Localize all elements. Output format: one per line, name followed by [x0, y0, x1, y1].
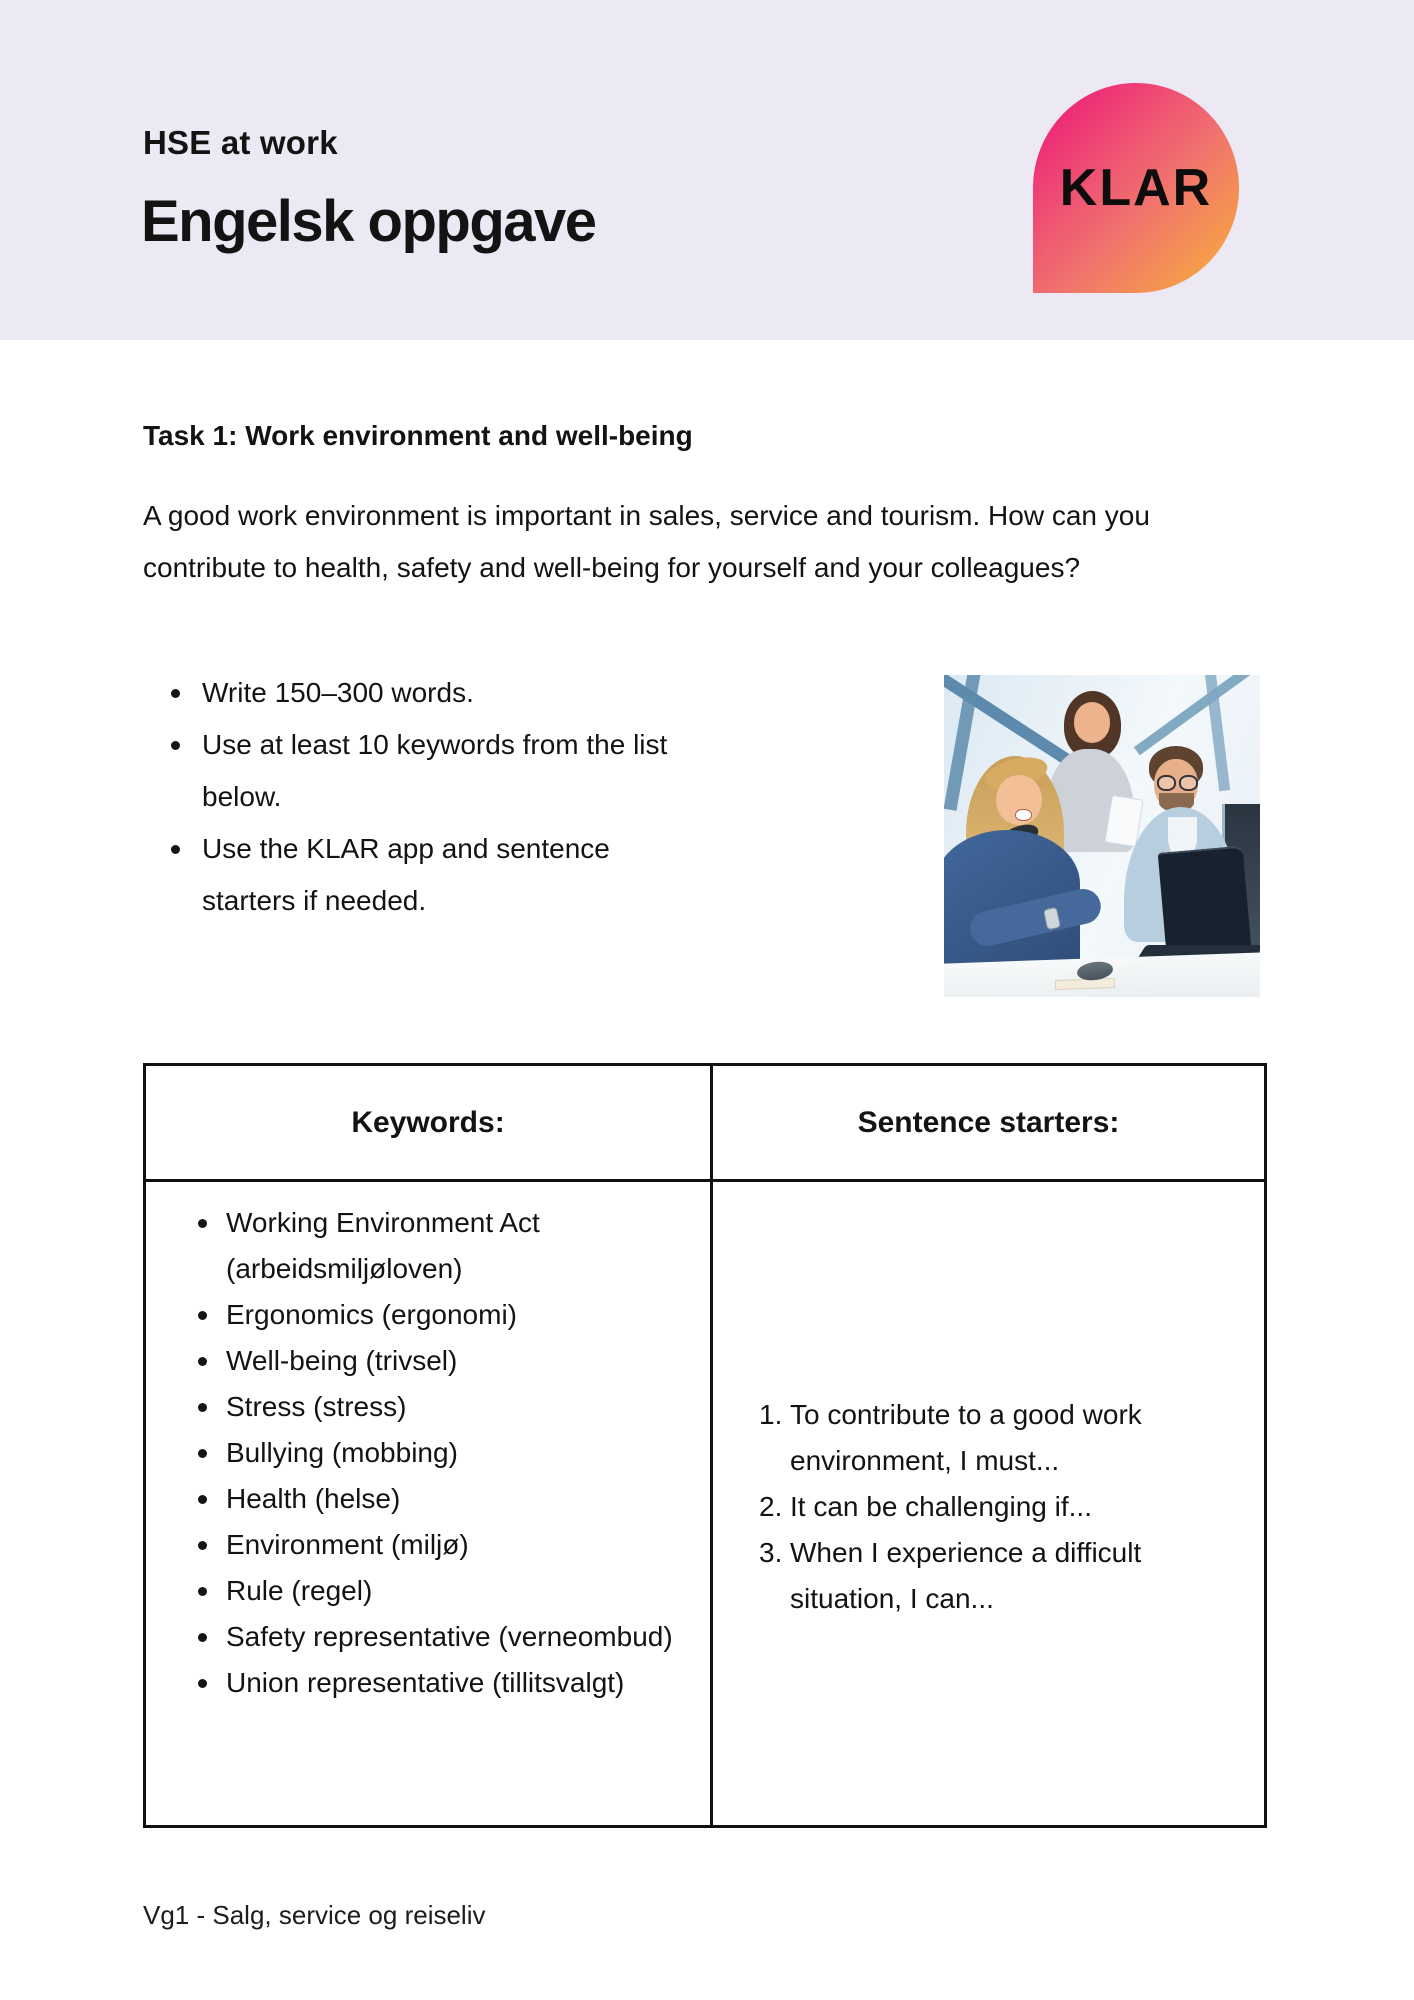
team-photo — [944, 675, 1260, 997]
keyword-text: Stress (stress) — [226, 1391, 407, 1422]
keyword-item — [198, 1384, 700, 1430]
starters-cell — [713, 1182, 1264, 1825]
photo-window-frame — [1134, 675, 1260, 755]
keyword-text: Safety representative (verneombud) — [226, 1621, 673, 1652]
photo-laptop-screen — [1158, 845, 1252, 955]
starter-text: It can be challenging if... — [790, 1491, 1092, 1522]
keyword-item — [198, 1614, 700, 1660]
starter-text: To contribute to a good work environment, I must... — [790, 1399, 1142, 1476]
keywords-list — [146, 1182, 710, 1706]
klar-logo — [1033, 83, 1239, 293]
footer-course-label: Vg1 - Salg, service og reiseliv — [143, 1900, 486, 1930]
photo-man-glasses — [1179, 775, 1198, 791]
keyword-item — [198, 1338, 700, 1384]
keyword-text: Working Environment Act (arbeidsmiljøloven) — [226, 1207, 540, 1284]
table-body-row — [146, 1182, 1264, 1825]
starter-item — [759, 1392, 1250, 1484]
keywords-cell — [146, 1182, 713, 1825]
keyword-item — [198, 1522, 700, 1568]
instructions-list — [143, 667, 703, 927]
starters-list — [713, 1182, 1264, 1622]
keyword-item — [198, 1292, 700, 1338]
photo-man-glasses — [1157, 775, 1176, 791]
task-intro: A good work environment is important in sales, service and tourism. How can you contribute to health, safety and well-being for yourself and your colleagues? — [143, 500, 1150, 583]
keyword-text: Union representative (tillitsvalgt) — [226, 1667, 625, 1698]
keywords-header-cell: Keywords: — [146, 1066, 713, 1179]
instruction-text: Use at least 10 keywords from the list below. — [202, 729, 668, 812]
starter-item — [759, 1484, 1250, 1530]
header-subtitle: HSE at work — [143, 124, 338, 161]
task-heading: Task 1: Work environment and well-being — [143, 420, 693, 451]
keyword-text: Environment (miljø) — [226, 1529, 469, 1560]
keyword-text: Rule (regel) — [226, 1575, 373, 1606]
keyword-item — [198, 1430, 700, 1476]
keyword-text: Well-being (trivsel) — [226, 1345, 458, 1376]
keyword-item — [198, 1660, 700, 1706]
keywords-table — [143, 1063, 1267, 1828]
starter-text: When I experience a difficult situation, I can... — [790, 1537, 1142, 1614]
keyword-text: Bullying (mobbing) — [226, 1437, 458, 1468]
photo-standing-woman-face — [1074, 702, 1110, 742]
starter-item — [759, 1530, 1250, 1622]
instruction-item — [143, 719, 703, 823]
klar-logo-text: KLAR — [1059, 159, 1213, 217]
table-header-row — [146, 1066, 1264, 1182]
keyword-item — [198, 1568, 700, 1614]
instruction-text: Write 150–300 words. — [202, 677, 474, 708]
instruction-text: Use the KLAR app and sentence starters if needed. — [202, 833, 610, 916]
header-band — [0, 0, 1414, 340]
photo-blonde-woman-smile — [1015, 809, 1032, 821]
keyword-item — [198, 1200, 700, 1292]
instruction-item — [143, 667, 703, 719]
keyword-text: Health (helse) — [226, 1483, 401, 1514]
page-title: Engelsk oppgave — [141, 189, 596, 254]
starters-header-cell: Sentence starters: — [857, 1105, 1120, 1139]
keyword-item — [198, 1476, 700, 1522]
instruction-item — [143, 823, 703, 927]
photo-window-frame — [1203, 675, 1231, 791]
keyword-text: Ergonomics (ergonomi) — [226, 1299, 517, 1330]
